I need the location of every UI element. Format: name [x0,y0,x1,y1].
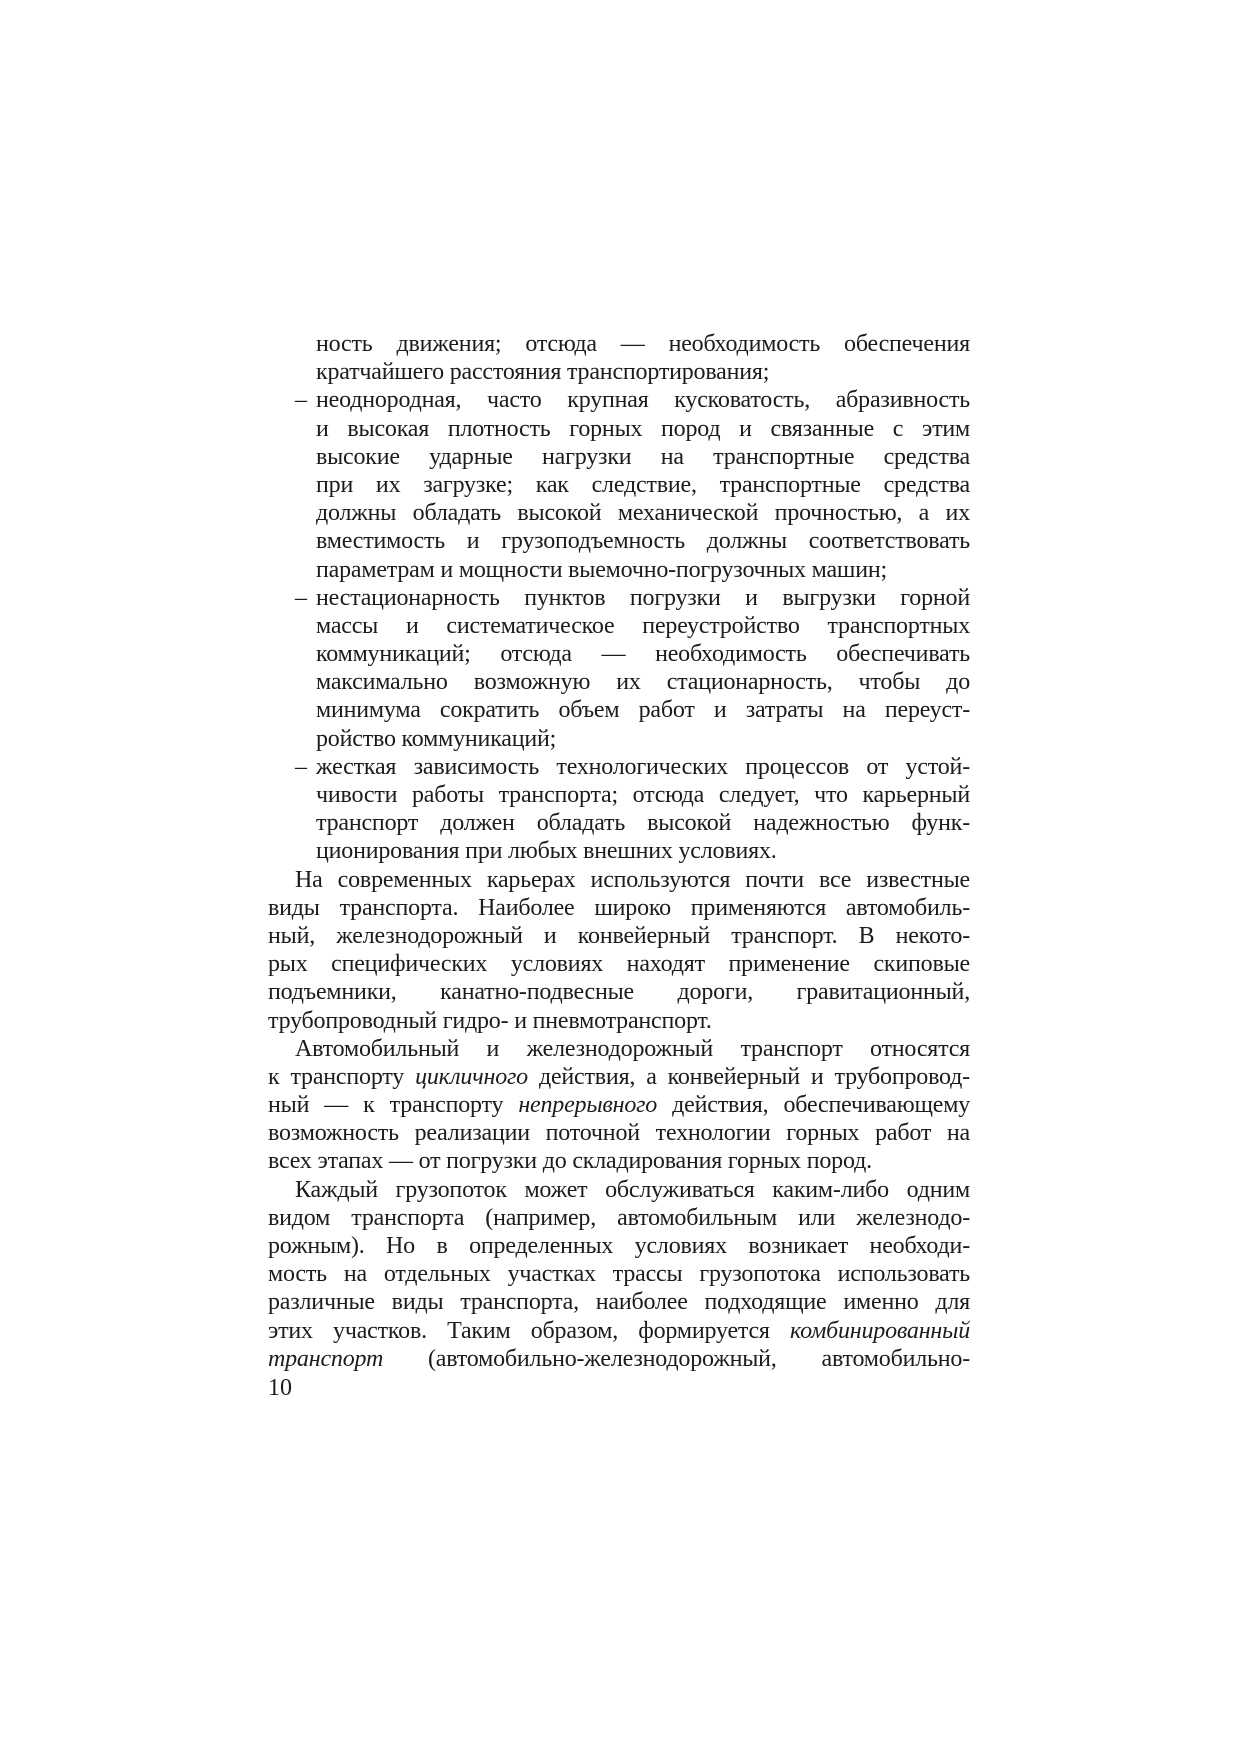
text-segment: рожным). Но в определенных условиях возникает необходи- [268,1233,970,1259]
text-segment: ный — к транспорту [268,1092,519,1119]
bullet-dash: – [295,387,307,414]
text-segment: неоднородная, часто крупная кусковатость, абразивность [316,387,970,414]
text-line [316,415,970,443]
text-line [316,527,970,555]
bullet-line [295,386,970,414]
text-line [268,1204,970,1232]
text-line [316,471,970,499]
text-segment: должны обладать высокой механической прочностью, а их [316,500,970,527]
text-line [268,1091,970,1119]
bullet-line [295,584,970,612]
text-segment: рых специфических условиях находят применение скиповые [268,951,970,978]
text-segment: этих участков. Таким образом, формируется [268,1317,790,1344]
text-line [316,837,970,865]
text-segment: ционирования при любых внешних условиях. [316,838,777,865]
text-segment: транспорт должен обладать высокой надежностью функ- [316,810,970,837]
text-segment: чивости работы транспорта; отсюда следует, что карьерный [316,782,970,808]
text-segment: вместимость и грузоподъемность должны соответствовать [316,528,970,555]
text-segment: Автомобильный и железнодорожный транспорт относятся [295,1035,970,1062]
text-segment: при их загрузке; как следствие, транспортные средства [316,471,970,498]
text-segment: трубопроводный гидро- и пневмотранспорт. [268,1007,712,1034]
bullet-line [295,753,970,781]
page-number: 10 [268,1375,292,1401]
text-segment: подъемники, канатно-подвесные дороги, гравитационный, [268,979,970,1006]
text-line [316,499,970,527]
text-segment: мость на отдельных участках трассы грузопотока использовать [268,1261,970,1288]
emphasized-text: комбинированный [789,1317,970,1344]
text-segment: различные виды транспорта, наиболее подходящие именно для [268,1289,970,1316]
text-line [316,443,970,471]
page-text [268,330,970,1373]
text-line [316,725,970,753]
text-line [316,330,970,358]
text-segment: возможность реализации поточной технологии горных работ на [268,1120,970,1147]
text-segment: параметрам и мощности выемочно-погрузочных машин; [316,556,887,583]
text-line [268,978,970,1006]
text-line [268,1063,970,1091]
text-segment: (автомобильно-железнодорожный, автомобильно- [383,1345,970,1372]
text-segment: коммуникаций; отсюда — необходимость обеспечивать [316,641,970,668]
text-line [316,809,970,837]
text-segment: действия, обеспечивающему [657,1092,970,1119]
text-line [316,640,970,668]
text-segment: кратчайшего расстояния транспортирования; [316,359,770,386]
emphasized-text: непрерывного [518,1092,658,1119]
text-segment: виды транспорта. Наиболее широко применяются автомобиль- [268,894,970,921]
text-line [268,866,970,894]
text-line [316,696,970,724]
text-line [268,950,970,978]
text-segment: максимально возможную их стационарность, чтобы до [316,669,970,696]
text-segment: Каждый грузопоток может обслуживаться каким-либо одним [295,1176,970,1203]
text-line [316,358,970,386]
text-segment: видом транспорта (например, автомобильным или железнодо- [268,1204,970,1231]
text-segment: ройство коммуникаций; [316,725,557,752]
text-line [316,668,970,696]
emphasized-text: цикличного [415,1063,528,1090]
text-segment: ный, железнодорожный и конвейерный транспорт. В некото- [268,922,970,949]
text-segment: к транспорту [268,1063,416,1090]
text-line [268,1035,970,1063]
text-line [316,612,970,640]
text-segment: высокие ударные нагрузки на транспортные средства [316,443,970,470]
text-segment: На современных карьерах используются почти все известные [295,866,970,893]
text-line [268,1007,970,1035]
text-segment: минимума сократить объем работ и затраты на переуст- [316,697,970,724]
text-line [268,1317,970,1345]
text-segment: всех этапах — от погрузки до складирования горных пород. [268,1148,872,1175]
text-segment: и высокая плотность горных пород и связанные с этим [316,415,970,442]
text-line [268,1260,970,1288]
bullet-dash: – [295,753,307,780]
text-segment: действия, а конвейерный и трубопровод- [527,1063,970,1090]
text-line [268,1147,970,1175]
text-line [268,1288,970,1316]
text-segment: нестационарность пунктов погрузки и выгрузки горной [316,584,970,611]
text-line [316,556,970,584]
text-line [316,781,970,809]
text-line [268,894,970,922]
text-line [268,1232,970,1260]
text-line [268,1345,970,1373]
text-line [268,1176,970,1204]
text-segment: ность движения; отсюда — необходимость обеспечения [316,331,970,357]
text-line [268,922,970,950]
emphasized-text: транспорт [268,1345,384,1372]
bullet-dash: – [295,584,307,611]
text-line [268,1119,970,1147]
text-segment: жесткая зависимость технологических процессов от устой- [316,753,970,780]
text-segment: массы и систематическое переустройство транспортных [316,612,970,639]
